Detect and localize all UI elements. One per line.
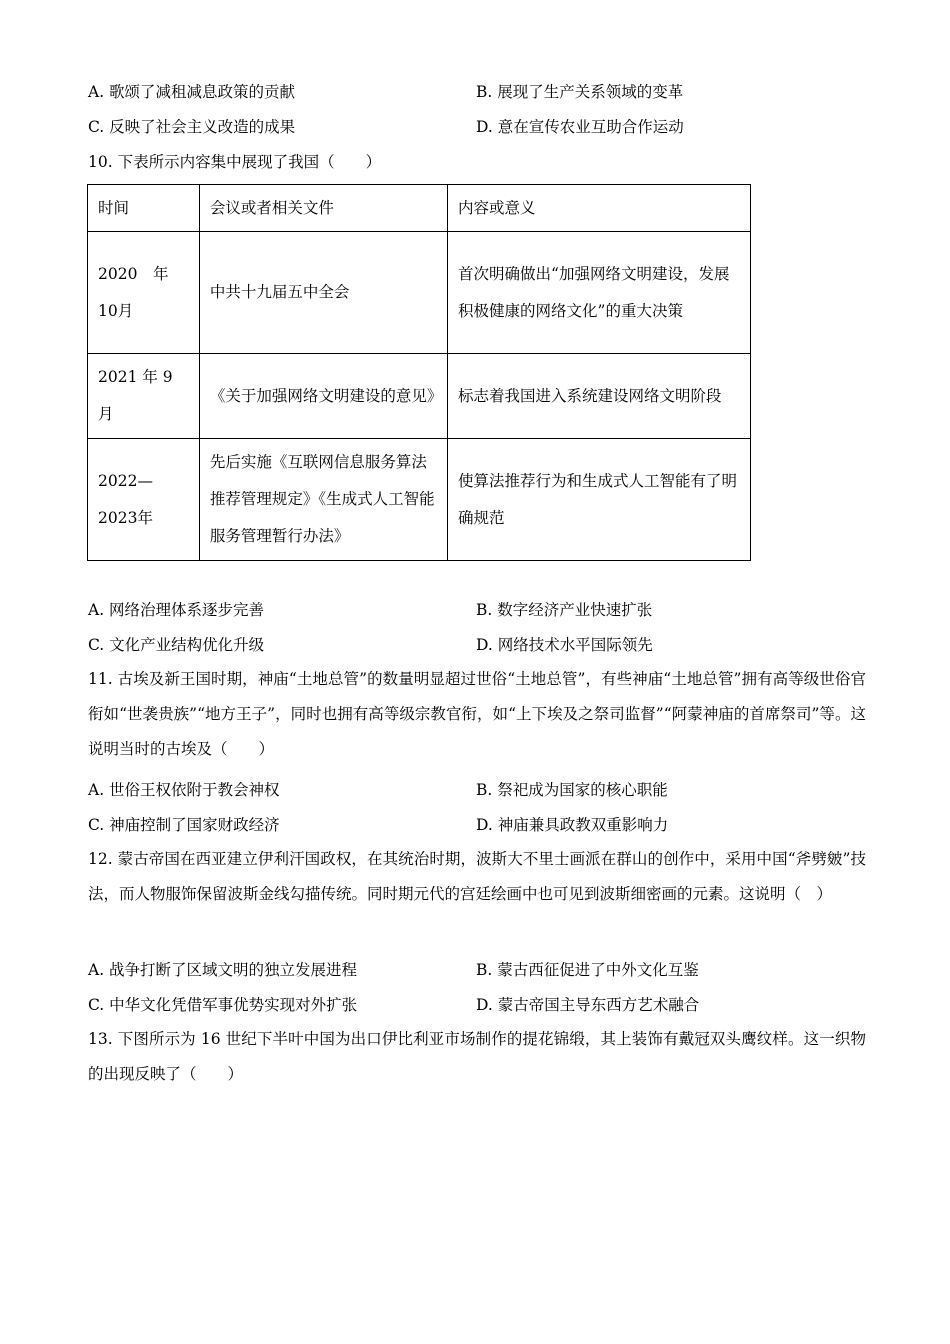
table-row bbox=[88, 232, 751, 354]
q9-option-d[interactable]: D. 意在宣传农业互助合作运动 bbox=[476, 118, 684, 136]
q11-stem: 11. 古埃及新王国时期，神庙“土地总管”的数量明显超过世俗“土地总管”，有些神庙“土地总管”拥有高等级世俗官衔如“世袭贵族”“地方王子”，同时也拥有高等级宗教官衔，如“上下埃及之祭司监督”“阿蒙神庙的首席祭司”等。这说明当时的古埃及（ ） bbox=[88, 670, 866, 758]
q11-option-d[interactable]: D. 神庙兼具政教双重影响力 bbox=[476, 816, 669, 834]
q10-option-c[interactable]: C. 文化产业结构优化升级 bbox=[88, 636, 265, 654]
table-cell-content: 标志着我国进入系统建设网络文明阶段 bbox=[448, 354, 751, 439]
table-cell-content: 使算法推荐行为和生成式人工智能有了明确规范 bbox=[448, 439, 751, 561]
q10-option-b[interactable]: B. 数字经济产业快速扩张 bbox=[476, 601, 653, 619]
q11-option-b[interactable]: B. 祭祀成为国家的核心职能 bbox=[476, 781, 668, 799]
q10-option-a[interactable]: A. 网络治理体系逐步完善 bbox=[88, 601, 265, 619]
q12-option-d[interactable]: D. 蒙古帝国主导东西方艺术融合 bbox=[476, 996, 700, 1014]
q10-option-d[interactable]: D. 网络技术水平国际领先 bbox=[476, 636, 653, 654]
q10-table bbox=[87, 184, 751, 561]
q12-option-b[interactable]: B. 蒙古西征促进了中外文化互鉴 bbox=[476, 961, 699, 979]
q11-option-a[interactable]: A. 世俗王权依附于教会神权 bbox=[88, 781, 280, 799]
q9-option-a[interactable]: A. 歌颂了减租减息政策的贡献 bbox=[88, 83, 296, 101]
table-header-content: 内容或意义 bbox=[448, 185, 751, 232]
table-cell-time: 2021 年 9 月 bbox=[88, 354, 200, 439]
table-row bbox=[88, 439, 751, 561]
table-header-time: 时间 bbox=[88, 185, 200, 232]
table-cell-content: 首次明确做出“加强网络文明建设，发展积极健康的网络文化”的重大决策 bbox=[448, 232, 751, 354]
q12-option-c[interactable]: C. 中华文化凭借军事优势实现对外扩张 bbox=[88, 996, 358, 1014]
table-cell-time: 2022—2023年 bbox=[88, 439, 200, 561]
q9-option-c[interactable]: C. 反映了社会主义改造的成果 bbox=[88, 118, 296, 136]
q11-option-c[interactable]: C. 神庙控制了国家财政经济 bbox=[88, 816, 280, 834]
q10-stem: 10. 下表所示内容集中展现了我国（ ） bbox=[88, 153, 382, 171]
q12-option-a[interactable]: A. 战争打断了区域文明的独立发展进程 bbox=[88, 961, 358, 979]
q9-option-b[interactable]: B. 展现了生产关系领域的变革 bbox=[476, 83, 684, 101]
q12-stem: 12. 蒙古帝国在西亚建立伊利汗国政权，在其统治时期，波斯大不里士画派在群山的创作中，采用中国“斧劈皴”技法，而人物服饰保留波斯金线勾描传统。同时期元代的宫廷绘画中也可见到波斯细密画的元素。这说明（ ） bbox=[88, 850, 866, 903]
table-row bbox=[88, 354, 751, 439]
table-cell-document: 中共十九届五中全会 bbox=[199, 232, 447, 354]
table-cell-time: 2020 年 10月 bbox=[88, 232, 200, 354]
table-cell-document: 先后实施《互联网信息服务算法推荐管理规定》《生成式人工智能服务管理暂行办法》 bbox=[199, 439, 447, 561]
table-header-row bbox=[88, 185, 751, 232]
table-header-document: 会议或者相关文件 bbox=[199, 185, 447, 232]
table-cell-document: 《关于加强网络文明建设的意见》 bbox=[199, 354, 447, 439]
q13-stem: 13. 下图所示为 16 世纪下半叶中国为出口伊比利亚市场制作的提花锦缎，其上装饰有戴冠双头鹰纹样。这一织物的出现反映了（ ） bbox=[88, 1030, 866, 1083]
